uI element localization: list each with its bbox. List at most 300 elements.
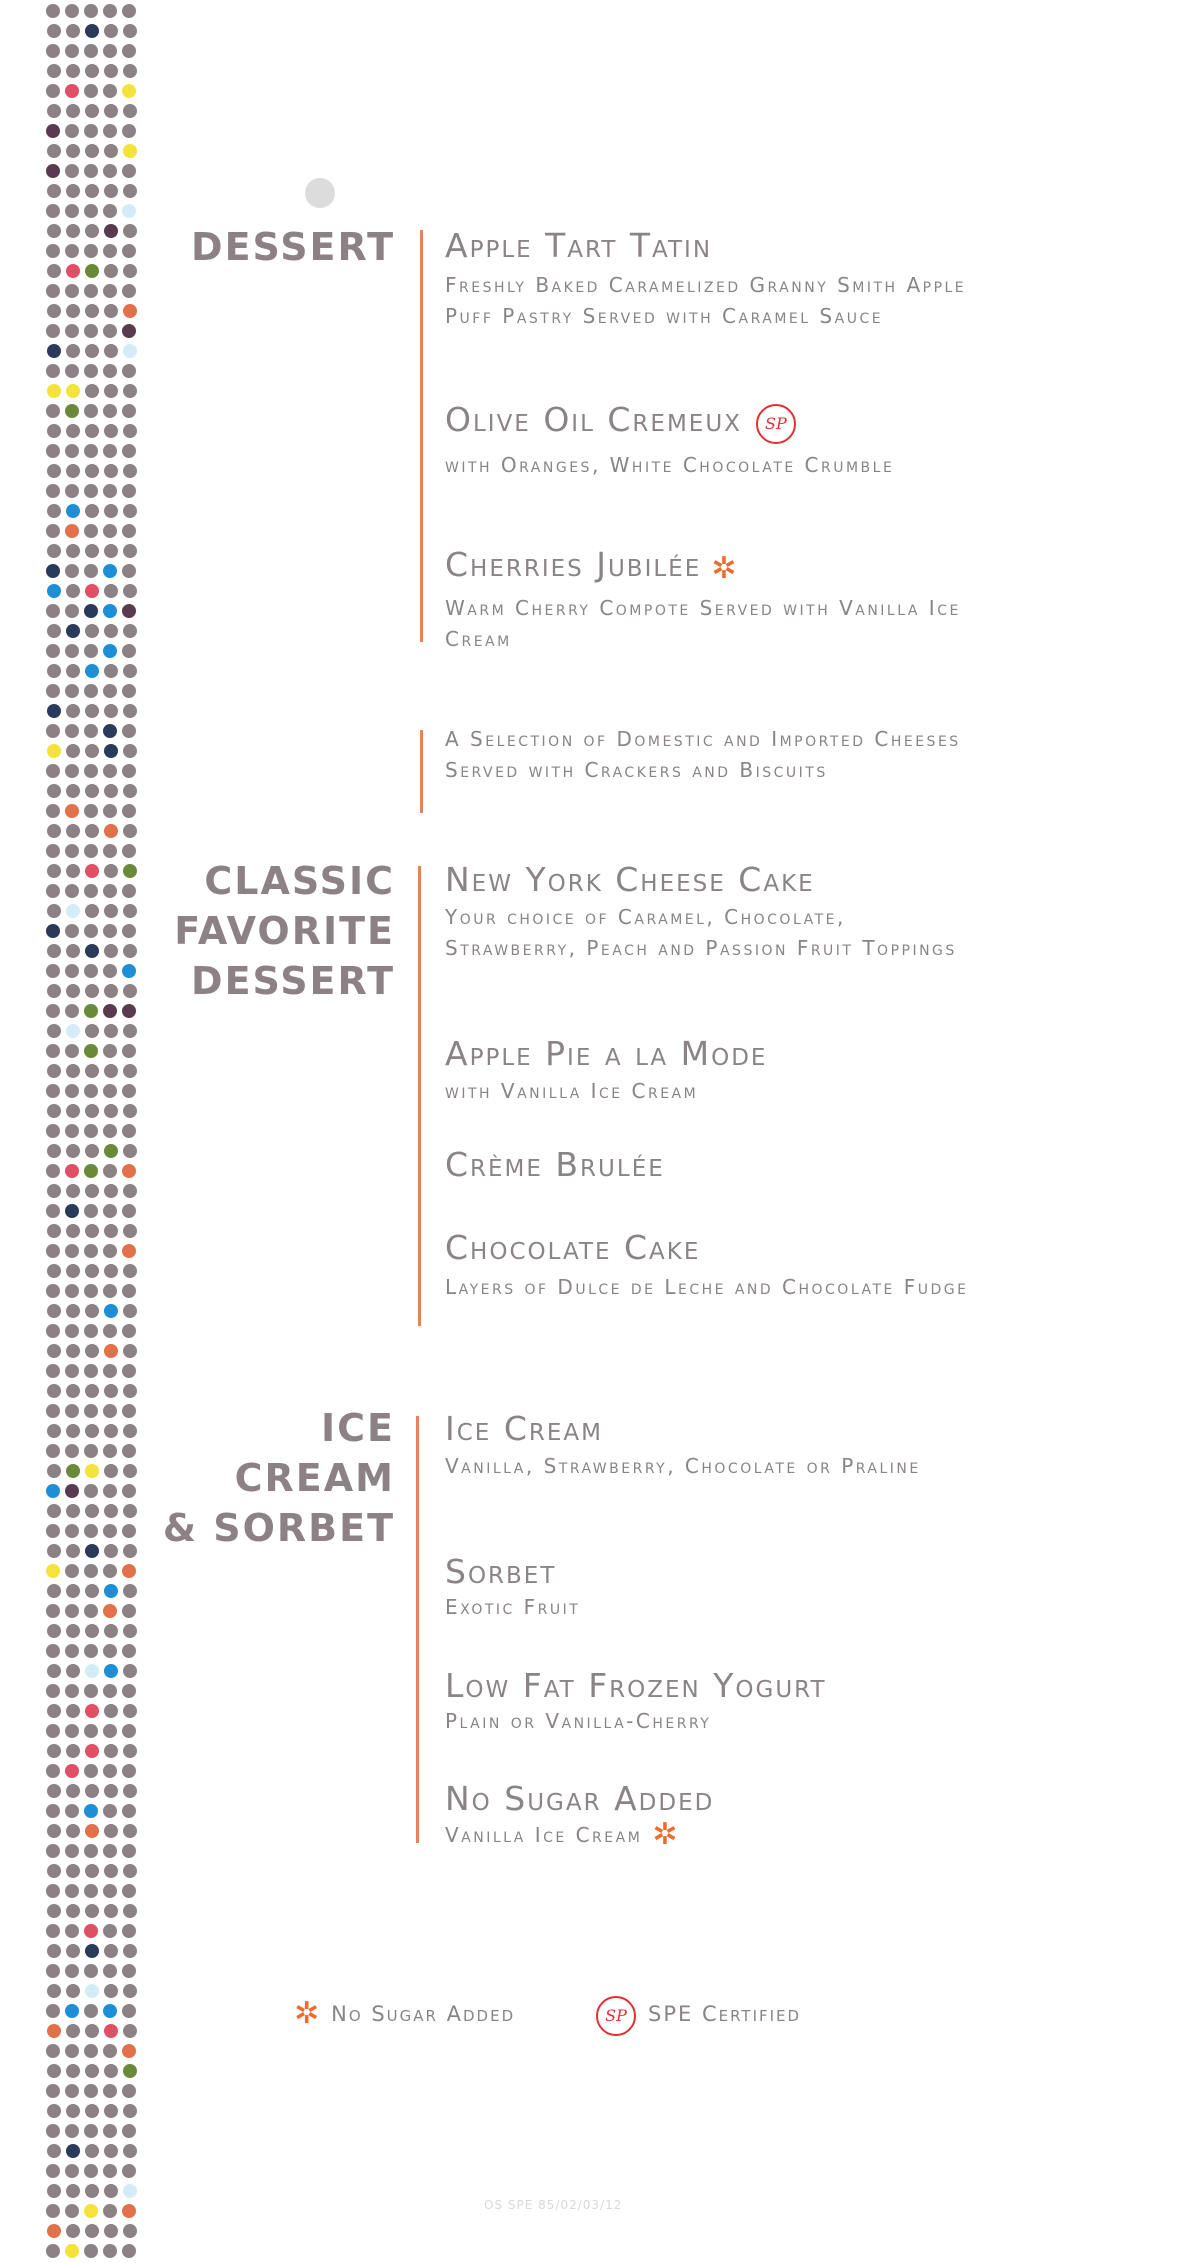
decorative-dot (85, 864, 99, 878)
decorative-dot (103, 1844, 117, 1858)
decorative-dot (66, 2144, 80, 2158)
decorative-dot (123, 64, 137, 78)
decorative-dot (122, 1124, 136, 1138)
menu-item (445, 400, 985, 481)
decorative-dot (84, 164, 98, 178)
decorative-dot (122, 1044, 136, 1058)
decorative-dot (46, 4, 60, 18)
decorative-dot (66, 1624, 80, 1638)
decorative-dot (85, 1704, 99, 1718)
decorative-dot (46, 1244, 60, 1258)
decorative-dot (85, 224, 99, 238)
decorative-dot (66, 1464, 80, 1478)
decorative-dot (85, 1784, 99, 1798)
decorative-dot (47, 1024, 61, 1038)
decorative-dot (66, 784, 80, 798)
decorative-dot (122, 1724, 136, 1738)
decorative-dot (123, 664, 137, 678)
decorative-dot (65, 164, 79, 178)
decorative-dot (104, 504, 118, 518)
decorative-dot (104, 704, 118, 718)
decorative-dot (122, 604, 136, 618)
decorative-dot (122, 164, 136, 178)
decorative-dot (85, 824, 99, 838)
decorative-dot (66, 1344, 80, 1358)
decorative-dot (122, 2244, 136, 2258)
decorative-dot (47, 224, 61, 238)
decorative-dot (65, 844, 79, 858)
decorative-dot (85, 424, 99, 438)
decorative-dot (104, 624, 118, 638)
decorative-dot (66, 344, 80, 358)
decorative-dot (65, 484, 79, 498)
section-rule (420, 230, 423, 642)
decorative-dot (104, 344, 118, 358)
decorative-dot (66, 264, 80, 278)
item-name (445, 545, 985, 589)
item-name: Ice Cream (445, 1409, 603, 1448)
decorative-dot (46, 964, 60, 978)
decorative-dot (103, 1004, 117, 1018)
decorative-dot (123, 104, 137, 118)
decorative-dot (84, 284, 98, 298)
decorative-dot (65, 1404, 79, 1418)
decorative-dot (103, 124, 117, 138)
item-description: with Vanilla Ice Cream (445, 1079, 699, 1103)
decorative-dot (65, 404, 79, 418)
decorative-dot (47, 1104, 61, 1118)
decorative-dot (47, 1384, 61, 1398)
decorative-dot (84, 604, 98, 618)
decorative-dot (103, 1084, 117, 1098)
decorative-dot (103, 1164, 117, 1178)
decorative-dot (66, 824, 80, 838)
decorative-dot (46, 1404, 60, 1418)
decorative-dot (103, 4, 117, 18)
decorative-dot (85, 2104, 99, 2118)
decorative-dot (84, 1324, 98, 1338)
decorative-dot (103, 1204, 117, 1218)
decorative-dot (104, 2064, 118, 2078)
decorative-dot (46, 764, 60, 778)
decorative-dot (122, 924, 136, 938)
menu-item (445, 226, 985, 332)
decorative-dot (85, 1744, 99, 1758)
decorative-dot (123, 384, 137, 398)
decorative-dot (85, 1824, 99, 1838)
decorative-dot (123, 584, 137, 598)
decorative-dot (122, 1364, 136, 1378)
decorative-dot (85, 544, 99, 558)
decorative-dot (103, 244, 117, 258)
decorative-dot (46, 1684, 60, 1698)
decorative-dot (103, 2204, 117, 2218)
item-name: Low Fat Frozen Yogurt (445, 1666, 827, 1705)
decorative-dot (65, 364, 79, 378)
decorative-dot (84, 1804, 98, 1818)
menu-item (445, 1552, 985, 1623)
decorative-dot (47, 1824, 61, 1838)
decorative-dot (84, 884, 98, 898)
item-name (445, 400, 985, 444)
decorative-dot (103, 644, 117, 658)
decorative-dot (85, 984, 99, 998)
decorative-dot (47, 1424, 61, 1438)
decorative-dot (85, 304, 99, 318)
decorative-dot (65, 1124, 79, 1138)
decorative-dot (66, 1864, 80, 1878)
decorative-dot (85, 1584, 99, 1598)
menu-item (445, 1145, 985, 1185)
decorative-dot (47, 104, 61, 118)
decorative-dot (46, 844, 60, 858)
decorative-dot (47, 24, 61, 38)
item-description: Vanilla, Strawberry, Chocolate or Praline (445, 1454, 921, 1478)
decorative-dot (46, 524, 60, 538)
decorative-dot (46, 1164, 60, 1178)
decorative-dot (47, 864, 61, 878)
decorative-dot (66, 2064, 80, 2078)
decorative-dot (122, 1004, 136, 1018)
decorative-dot (104, 1744, 118, 1758)
decorative-dot (84, 1204, 98, 1218)
decorative-dot (66, 1904, 80, 1918)
decorative-dot (122, 84, 136, 98)
decorative-dot (85, 504, 99, 518)
decorative-dot (123, 1904, 137, 1918)
decorative-dot (104, 2184, 118, 2198)
decorative-dot (46, 1724, 60, 1738)
decorative-dot (66, 2224, 80, 2238)
decorative-dot (103, 1564, 117, 1578)
decorative-dot (104, 144, 118, 158)
decorative-dot (84, 844, 98, 858)
decorative-dot (46, 1604, 60, 1618)
decorative-dot (66, 104, 80, 118)
decorative-dot (66, 1744, 80, 1758)
decorative-dot (84, 1124, 98, 1138)
decorative-dot (123, 2184, 137, 2198)
decorative-dot (65, 1564, 79, 1578)
decorative-dot (84, 1484, 98, 1498)
decorative-dot (46, 564, 60, 578)
decorative-dot (123, 24, 137, 38)
decorative-dot (66, 744, 80, 758)
decorative-dot (104, 1224, 118, 1238)
decorative-dot (122, 1164, 136, 1178)
decorative-dot (104, 784, 118, 798)
decorative-dot (65, 2244, 79, 2258)
decorative-dot (85, 1464, 99, 1478)
decorative-dot (122, 564, 136, 578)
decorative-dot (65, 1684, 79, 1698)
decorative-dot (123, 1064, 137, 1078)
decorative-dot (65, 444, 79, 458)
decorative-dot (123, 1664, 137, 1678)
decorative-dot (65, 1764, 79, 1778)
decorative-dot (47, 824, 61, 838)
decorative-dot (65, 1324, 79, 1338)
decorative-dot (85, 2224, 99, 2238)
decorative-dot (47, 2064, 61, 2078)
decorative-dot (122, 404, 136, 418)
decorative-dot (103, 1604, 117, 1618)
decorative-dot (65, 1964, 79, 1978)
heading-line: CREAM (234, 1456, 395, 1500)
decorative-dot (103, 1404, 117, 1418)
decorative-dot (65, 684, 79, 698)
decorative-dot (104, 1064, 118, 1078)
legend-no-sugar-added (294, 1995, 515, 2033)
decorative-dot (104, 1664, 118, 1678)
decorative-dot (85, 704, 99, 718)
decorative-dot (104, 1344, 118, 1358)
decorative-dot (65, 924, 79, 938)
decorative-dot (122, 1524, 136, 1538)
item-name-text: Cherries Jubilée (445, 545, 702, 584)
decorative-dot (84, 444, 98, 458)
decorative-dot (66, 1424, 80, 1438)
decorative-dot (84, 1404, 98, 1418)
decorative-dot (85, 1144, 99, 1158)
decorative-dot (103, 84, 117, 98)
decorative-dot (104, 1384, 118, 1398)
item-description-text: Vanilla Ice Cream (445, 1823, 643, 1847)
menu-item (445, 860, 985, 964)
decorative-dot (84, 1924, 98, 1938)
item-name: Apple Pie a la Mode (445, 1034, 768, 1073)
decorative-dot (66, 224, 80, 238)
decorative-dot (46, 2204, 60, 2218)
decorative-dot (123, 1824, 137, 1838)
decorative-dot (46, 924, 60, 938)
decorative-dot (85, 344, 99, 358)
decorative-dot (65, 284, 79, 298)
decorative-dot (65, 1884, 79, 1898)
decorative-dot (123, 2064, 137, 2078)
decorative-dot (122, 1404, 136, 1418)
decorative-dot (103, 1244, 117, 1258)
decorative-dot (84, 1604, 98, 1618)
decorative-dot (104, 1784, 118, 1798)
decorative-dot (104, 2104, 118, 2118)
decorative-dot (123, 1024, 137, 1038)
decorative-dot (104, 864, 118, 878)
decorative-dot (123, 784, 137, 798)
decorative-dot (122, 844, 136, 858)
decorative-dot (85, 2144, 99, 2158)
decorative-dot (46, 1204, 60, 1218)
decorative-dot (84, 244, 98, 258)
decorative-dot (84, 1764, 98, 1778)
decorative-dot (84, 124, 98, 138)
decorative-dot (66, 864, 80, 878)
decorative-dot (122, 1684, 136, 1698)
decorative-dot (85, 1904, 99, 1918)
item-description: A Selection of Domestic and Imported Cheeses Served with Crackers and Biscuits (445, 727, 961, 782)
decorative-dot (103, 1724, 117, 1738)
decorative-dot (85, 1864, 99, 1878)
decorative-dot (47, 1184, 61, 1198)
decorative-dot (65, 1244, 79, 1258)
decorative-dot (122, 1564, 136, 1578)
decorative-dot (103, 164, 117, 178)
decorative-dot (103, 364, 117, 378)
decorative-dot (103, 1524, 117, 1538)
decorative-dot (47, 144, 61, 158)
item-description: Warm Cherry Compote Served with Vanilla Ice Cream (445, 596, 961, 651)
decorative-dot (66, 384, 80, 398)
decorative-dot (47, 1584, 61, 1598)
decorative-dot (47, 1264, 61, 1278)
decorative-dot (84, 1084, 98, 1098)
decorative-dot (103, 1644, 117, 1658)
decorative-dot (123, 824, 137, 838)
decorative-dot (122, 2204, 136, 2218)
decorative-dot (47, 584, 61, 598)
decorative-dot (84, 644, 98, 658)
decorative-dot (65, 84, 79, 98)
no-sugar-added-icon: ✲ (652, 1817, 680, 1852)
decorative-dot (104, 1304, 118, 1318)
footer-code: OS SPE 85/02/03/12 (484, 2198, 623, 2212)
decorative-dot (66, 1584, 80, 1598)
heading-line: ICE (321, 1406, 395, 1450)
decorative-dot (85, 24, 99, 38)
decorative-dot (84, 2124, 98, 2138)
heading-classic-favorite-dessert (135, 856, 395, 1006)
decorative-dot (122, 2164, 136, 2178)
decorative-dot (84, 404, 98, 418)
decorative-dot (104, 1024, 118, 1038)
decorative-dot (123, 1704, 137, 1718)
decorative-dot (85, 784, 99, 798)
decorative-dot (122, 124, 136, 138)
decorative-dot (122, 484, 136, 498)
decorative-dot (47, 704, 61, 718)
decorative-dot (103, 804, 117, 818)
decorative-dot (85, 384, 99, 398)
decorative-dot (84, 484, 98, 498)
decorative-dot (104, 224, 118, 238)
decorative-dot (123, 1264, 137, 1278)
decorative-dot (104, 1424, 118, 1438)
decorative-dot (84, 1644, 98, 1658)
decorative-dot (47, 544, 61, 558)
decorative-dot (123, 1304, 137, 1318)
decorative-dot (103, 1444, 117, 1458)
decorative-dot (103, 924, 117, 938)
decorative-dot (46, 1964, 60, 1978)
decorative-dot (103, 524, 117, 538)
decorative-dot (46, 1524, 60, 1538)
decorative-dot (103, 844, 117, 858)
section-rule (416, 1416, 419, 1843)
item-description: Layers of Dulce de Leche and Chocolate Fudge (445, 1275, 969, 1299)
decorative-dot (84, 204, 98, 218)
decorative-dot (47, 1904, 61, 1918)
decorative-dot (66, 184, 80, 198)
decorative-dot (65, 644, 79, 658)
item-name: New York Cheese Cake (445, 860, 815, 899)
decorative-dot (123, 184, 137, 198)
decorative-dot (47, 384, 61, 398)
decorative-dot (46, 364, 60, 378)
decorative-dot (47, 424, 61, 438)
decorative-dot (46, 1444, 60, 1458)
decorative-dot (85, 944, 99, 958)
decorative-dot (46, 204, 60, 218)
decorative-dot (104, 24, 118, 38)
decorative-dot (84, 4, 98, 18)
decorative-dot (47, 304, 61, 318)
menu-item (445, 1034, 985, 1107)
decorative-dot (47, 184, 61, 198)
decorative-dot (46, 644, 60, 658)
menu-item (445, 1666, 985, 1737)
decorative-dot (122, 884, 136, 898)
decorative-dot (65, 1204, 79, 1218)
decorative-dot (122, 1884, 136, 1898)
decorative-dot (122, 1484, 136, 1498)
decorative-dot (103, 1124, 117, 1138)
decorative-dot (103, 684, 117, 698)
legend-label: SPE Certified (648, 2002, 802, 2026)
menu-item (445, 545, 985, 655)
decorative-dot (66, 1824, 80, 1838)
decorative-dot (85, 1624, 99, 1638)
decorative-dot (46, 44, 60, 58)
decorative-dot (103, 884, 117, 898)
decorative-dot (104, 904, 118, 918)
decorative-dot (122, 524, 136, 538)
decorative-dot (123, 144, 137, 158)
decorative-dot (46, 164, 60, 178)
decorative-dot (47, 504, 61, 518)
decorative-dot (46, 684, 60, 698)
decorative-dot (65, 1604, 79, 1618)
decorative-dot (122, 1324, 136, 1338)
decorative-dot (66, 944, 80, 958)
decorative-dot (46, 1284, 60, 1298)
decorative-dot (104, 984, 118, 998)
decorative-dot (122, 2084, 136, 2098)
decorative-dot (66, 704, 80, 718)
decorative-dot (123, 2024, 137, 2038)
decorative-dot (84, 84, 98, 98)
decorative-dot (65, 1724, 79, 1738)
decorative-dot (66, 1104, 80, 1118)
decorative-dot (122, 764, 136, 778)
spe-certified-icon: SP (756, 404, 796, 444)
decorative-dot (123, 1584, 137, 1598)
decorative-dot (123, 1784, 137, 1798)
item-description: Freshly Baked Caramelized Granny Smith Apple Puff Pastry Served with Caramel Sauce (445, 273, 967, 328)
decorative-dot (66, 2104, 80, 2118)
decorative-dot (84, 2164, 98, 2178)
decorative-dot (103, 564, 117, 578)
item-name-text: Olive Oil Cremeux (445, 400, 742, 439)
decorative-dot (66, 64, 80, 78)
decorative-dot (66, 1704, 80, 1718)
decorative-dot (85, 1344, 99, 1358)
decorative-dot (84, 684, 98, 698)
heading-line: DESSERT (191, 959, 395, 1003)
decorative-dot (104, 1464, 118, 1478)
decorative-dot (85, 1944, 99, 1958)
decorative-dot (47, 1344, 61, 1358)
heading-dessert (135, 222, 395, 272)
